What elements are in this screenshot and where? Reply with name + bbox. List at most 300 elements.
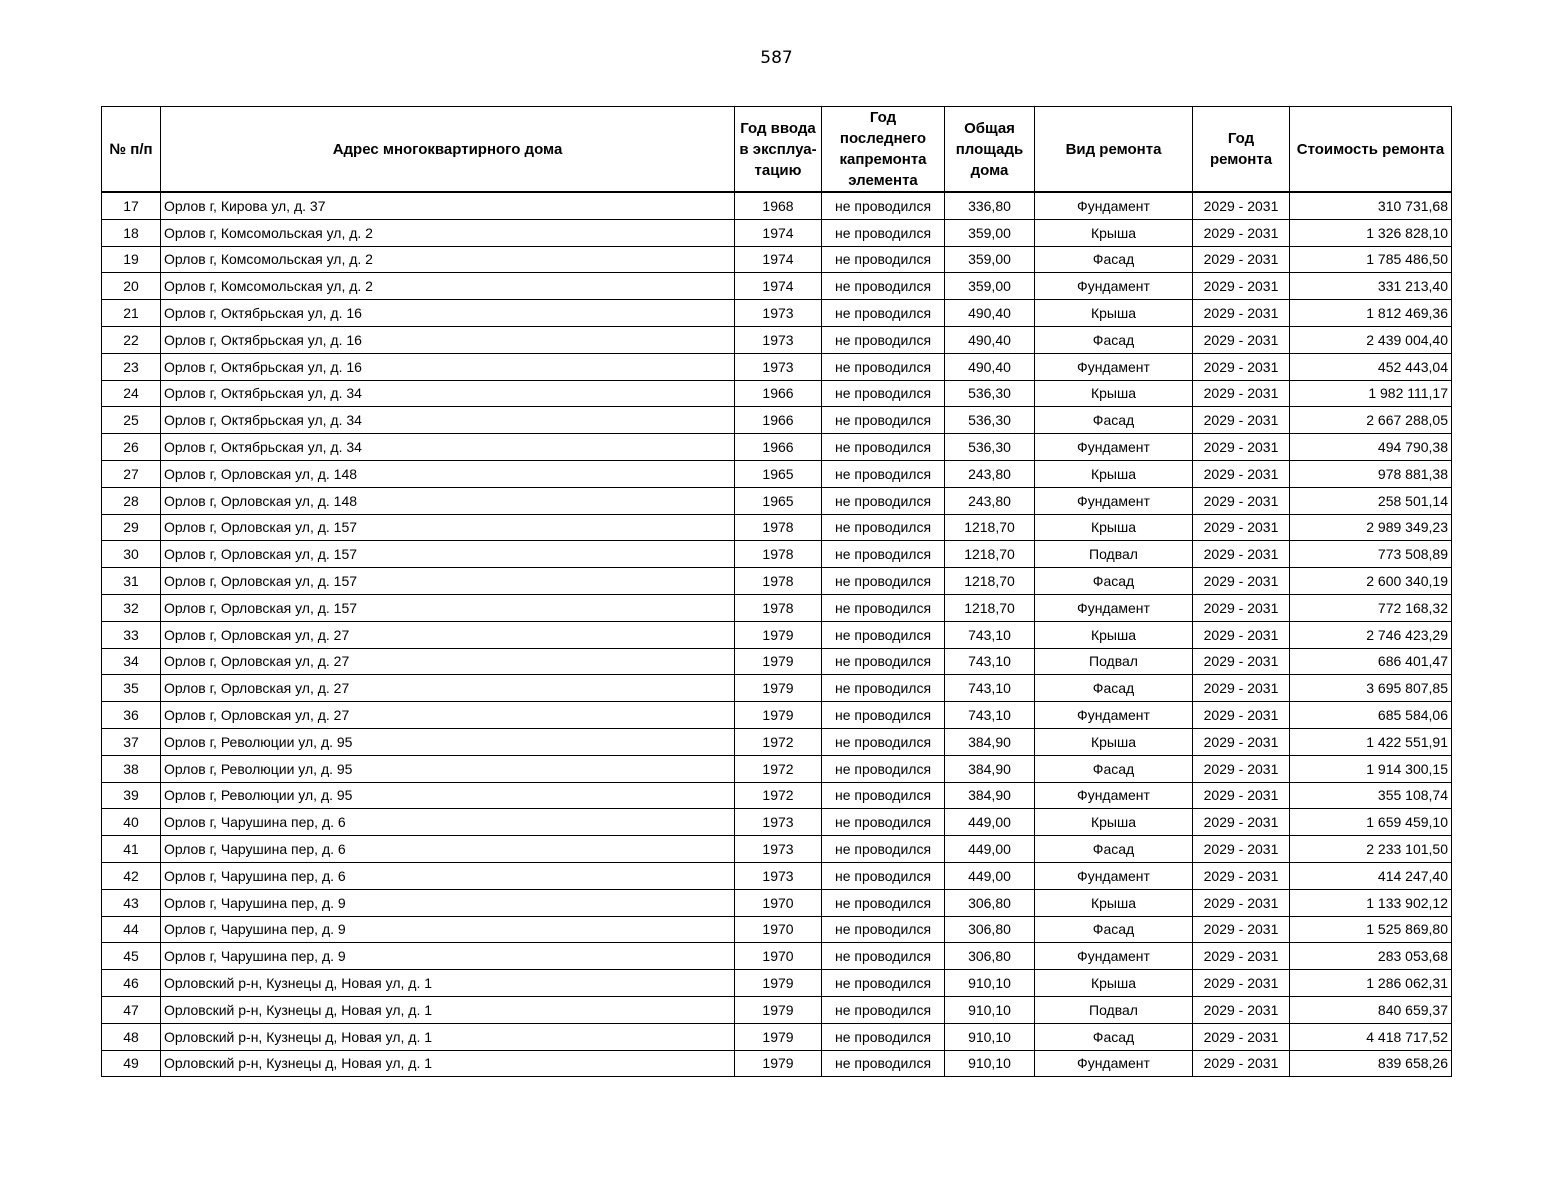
cell-commission-year: 1968	[735, 192, 822, 219]
cell-repair-type: Фасад	[1035, 407, 1193, 434]
cell-repair-type: Фундамент	[1035, 943, 1193, 970]
cell-number: 35	[102, 675, 161, 702]
cell-last-repair-year: не проводился	[822, 434, 945, 461]
cell-repair-year: 2029 - 2031	[1193, 996, 1290, 1023]
cell-number: 24	[102, 380, 161, 407]
cell-last-repair-year: не проводился	[822, 407, 945, 434]
cell-repair-type: Подвал	[1035, 996, 1193, 1023]
table-row	[102, 407, 1452, 434]
cell-total-area: 1218,70	[945, 594, 1035, 621]
cell-last-repair-year: не проводился	[822, 460, 945, 487]
cell-repair-cost: 839 658,26	[1290, 1050, 1452, 1077]
table-row	[102, 1050, 1452, 1077]
cell-repair-year: 2029 - 2031	[1193, 728, 1290, 755]
cell-total-area: 1218,70	[945, 568, 1035, 595]
table-row	[102, 782, 1452, 809]
cell-total-area: 743,10	[945, 702, 1035, 729]
cell-last-repair-year: не проводился	[822, 326, 945, 353]
table-row	[102, 568, 1452, 595]
cell-last-repair-year: не проводился	[822, 889, 945, 916]
header-repair-type: Вид ремонта	[1035, 107, 1193, 193]
cell-commission-year: 1979	[735, 621, 822, 648]
cell-repair-year: 2029 - 2031	[1193, 514, 1290, 541]
cell-repair-type: Фундамент	[1035, 353, 1193, 380]
cell-number: 30	[102, 541, 161, 568]
cell-commission-year: 1966	[735, 434, 822, 461]
cell-repair-type: Подвал	[1035, 648, 1193, 675]
cell-total-area: 359,00	[945, 219, 1035, 246]
cell-last-repair-year: не проводился	[822, 809, 945, 836]
cell-total-area: 336,80	[945, 192, 1035, 219]
cell-repair-type: Крыша	[1035, 219, 1193, 246]
table-row	[102, 514, 1452, 541]
cell-address: Орлов г, Орловская ул, д. 148	[161, 460, 735, 487]
cell-last-repair-year: не проводился	[822, 273, 945, 300]
cell-number: 31	[102, 568, 161, 595]
table-row	[102, 970, 1452, 997]
header-number: № п/п	[102, 107, 161, 193]
cell-last-repair-year: не проводился	[822, 514, 945, 541]
cell-repair-cost: 355 108,74	[1290, 782, 1452, 809]
cell-address: Орлов г, Орловская ул, д. 157	[161, 568, 735, 595]
cell-repair-year: 2029 - 2031	[1193, 380, 1290, 407]
cell-address: Орлов г, Комсомольская ул, д. 2	[161, 273, 735, 300]
cell-last-repair-year: не проводился	[822, 192, 945, 219]
cell-total-area: 1218,70	[945, 514, 1035, 541]
cell-total-area: 306,80	[945, 943, 1035, 970]
cell-address: Орлов г, Орловская ул, д. 27	[161, 621, 735, 648]
table-body	[102, 192, 1452, 1077]
cell-last-repair-year: не проводился	[822, 862, 945, 889]
cell-repair-year: 2029 - 2031	[1193, 460, 1290, 487]
cell-repair-type: Фасад	[1035, 836, 1193, 863]
cell-repair-year: 2029 - 2031	[1193, 943, 1290, 970]
cell-address: Орлов г, Орловская ул, д. 157	[161, 514, 735, 541]
cell-last-repair-year: не проводился	[822, 353, 945, 380]
cell-repair-cost: 773 508,89	[1290, 541, 1452, 568]
cell-commission-year: 1979	[735, 1050, 822, 1077]
cell-number: 37	[102, 728, 161, 755]
cell-last-repair-year: не проводился	[822, 541, 945, 568]
cell-total-area: 449,00	[945, 862, 1035, 889]
cell-last-repair-year: не проводился	[822, 996, 945, 1023]
cell-repair-type: Крыша	[1035, 380, 1193, 407]
cell-last-repair-year: не проводился	[822, 702, 945, 729]
cell-last-repair-year: не проводился	[822, 755, 945, 782]
table-row	[102, 541, 1452, 568]
cell-repair-type: Фасад	[1035, 755, 1193, 782]
table-row	[102, 836, 1452, 863]
table-row	[102, 943, 1452, 970]
cell-last-repair-year: не проводился	[822, 728, 945, 755]
cell-address: Орлов г, Орловская ул, д. 27	[161, 702, 735, 729]
cell-number: 21	[102, 300, 161, 327]
cell-repair-cost: 1 982 111,17	[1290, 380, 1452, 407]
cell-repair-year: 2029 - 2031	[1193, 326, 1290, 353]
cell-repair-year: 2029 - 2031	[1193, 889, 1290, 916]
cell-repair-type: Фасад	[1035, 568, 1193, 595]
cell-repair-type: Фасад	[1035, 675, 1193, 702]
cell-commission-year: 1979	[735, 702, 822, 729]
cell-address: Орлов г, Орловская ул, д. 27	[161, 648, 735, 675]
table-row	[102, 648, 1452, 675]
cell-commission-year: 1973	[735, 809, 822, 836]
table-row	[102, 889, 1452, 916]
cell-address: Орловский р-н, Кузнецы д, Новая ул, д. 1	[161, 970, 735, 997]
cell-number: 17	[102, 192, 161, 219]
header-commission-year: Год ввода в эксплуа-тацию	[735, 107, 822, 193]
cell-repair-type: Фундамент	[1035, 273, 1193, 300]
cell-number: 40	[102, 809, 161, 836]
cell-commission-year: 1979	[735, 648, 822, 675]
cell-commission-year: 1979	[735, 675, 822, 702]
cell-repair-cost: 258 501,14	[1290, 487, 1452, 514]
cell-number: 43	[102, 889, 161, 916]
cell-repair-year: 2029 - 2031	[1193, 621, 1290, 648]
cell-repair-cost: 2 746 423,29	[1290, 621, 1452, 648]
table-row	[102, 380, 1452, 407]
cell-repair-type: Фундамент	[1035, 487, 1193, 514]
cell-last-repair-year: не проводился	[822, 1023, 945, 1050]
cell-last-repair-year: не проводился	[822, 380, 945, 407]
cell-total-area: 743,10	[945, 675, 1035, 702]
cell-repair-year: 2029 - 2031	[1193, 809, 1290, 836]
cell-total-area: 743,10	[945, 648, 1035, 675]
table-row	[102, 809, 1452, 836]
cell-number: 47	[102, 996, 161, 1023]
cell-repair-type: Фундамент	[1035, 1050, 1193, 1077]
cell-repair-cost: 1 785 486,50	[1290, 246, 1452, 273]
cell-address: Орлов г, Октябрьская ул, д. 16	[161, 353, 735, 380]
cell-total-area: 1218,70	[945, 541, 1035, 568]
cell-repair-year: 2029 - 2031	[1193, 434, 1290, 461]
cell-last-repair-year: не проводился	[822, 487, 945, 514]
table-row	[102, 300, 1452, 327]
cell-number: 33	[102, 621, 161, 648]
table-row	[102, 916, 1452, 943]
cell-address: Орлов г, Чарушина пер, д. 9	[161, 916, 735, 943]
cell-repair-year: 2029 - 2031	[1193, 246, 1290, 273]
cell-last-repair-year: не проводился	[822, 648, 945, 675]
table-row	[102, 702, 1452, 729]
table-row	[102, 728, 1452, 755]
cell-repair-year: 2029 - 2031	[1193, 594, 1290, 621]
cell-repair-year: 2029 - 2031	[1193, 862, 1290, 889]
cell-number: 29	[102, 514, 161, 541]
cell-commission-year: 1978	[735, 514, 822, 541]
cell-commission-year: 1979	[735, 970, 822, 997]
cell-repair-cost: 1 422 551,91	[1290, 728, 1452, 755]
cell-commission-year: 1972	[735, 755, 822, 782]
cell-total-area: 910,10	[945, 1050, 1035, 1077]
cell-repair-cost: 310 731,68	[1290, 192, 1452, 219]
cell-repair-year: 2029 - 2031	[1193, 487, 1290, 514]
cell-number: 45	[102, 943, 161, 970]
cell-commission-year: 1974	[735, 219, 822, 246]
cell-commission-year: 1973	[735, 300, 822, 327]
cell-repair-cost: 1 812 469,36	[1290, 300, 1452, 327]
cell-repair-cost: 494 790,38	[1290, 434, 1452, 461]
cell-number: 41	[102, 836, 161, 863]
cell-total-area: 449,00	[945, 809, 1035, 836]
cell-number: 28	[102, 487, 161, 514]
cell-repair-year: 2029 - 2031	[1193, 755, 1290, 782]
cell-address: Орлов г, Орловская ул, д. 27	[161, 675, 735, 702]
cell-number: 32	[102, 594, 161, 621]
cell-total-area: 490,40	[945, 353, 1035, 380]
cell-number: 34	[102, 648, 161, 675]
cell-repair-cost: 685 584,06	[1290, 702, 1452, 729]
cell-repair-type: Фундамент	[1035, 782, 1193, 809]
cell-repair-year: 2029 - 2031	[1193, 541, 1290, 568]
cell-repair-cost: 331 213,40	[1290, 273, 1452, 300]
table-row	[102, 675, 1452, 702]
table-row	[102, 996, 1452, 1023]
cell-repair-year: 2029 - 2031	[1193, 702, 1290, 729]
cell-commission-year: 1966	[735, 407, 822, 434]
cell-last-repair-year: не проводился	[822, 568, 945, 595]
cell-total-area: 359,00	[945, 246, 1035, 273]
cell-repair-cost: 283 053,68	[1290, 943, 1452, 970]
cell-repair-type: Фасад	[1035, 1023, 1193, 1050]
cell-commission-year: 1978	[735, 594, 822, 621]
cell-last-repair-year: не проводился	[822, 916, 945, 943]
cell-repair-cost: 1 525 869,80	[1290, 916, 1452, 943]
cell-repair-year: 2029 - 2031	[1193, 648, 1290, 675]
cell-repair-type: Крыша	[1035, 970, 1193, 997]
cell-repair-type: Крыша	[1035, 300, 1193, 327]
cell-address: Орловский р-н, Кузнецы д, Новая ул, д. 1	[161, 1050, 735, 1077]
cell-repair-type: Фундамент	[1035, 594, 1193, 621]
cell-number: 18	[102, 219, 161, 246]
cell-commission-year: 1973	[735, 353, 822, 380]
table-row	[102, 594, 1452, 621]
cell-repair-type: Фасад	[1035, 246, 1193, 273]
header-total-area: Общая площадь дома	[945, 107, 1035, 193]
cell-last-repair-year: не проводился	[822, 1050, 945, 1077]
cell-last-repair-year: не проводился	[822, 970, 945, 997]
cell-repair-year: 2029 - 2031	[1193, 568, 1290, 595]
cell-repair-cost: 2 989 349,23	[1290, 514, 1452, 541]
cell-repair-type: Крыша	[1035, 889, 1193, 916]
header-repair-year: Год ремонта	[1193, 107, 1290, 193]
cell-commission-year: 1979	[735, 996, 822, 1023]
cell-repair-type: Крыша	[1035, 460, 1193, 487]
cell-repair-cost: 978 881,38	[1290, 460, 1452, 487]
cell-repair-cost: 2 233 101,50	[1290, 836, 1452, 863]
cell-address: Орловский р-н, Кузнецы д, Новая ул, д. 1	[161, 996, 735, 1023]
cell-repair-year: 2029 - 2031	[1193, 192, 1290, 219]
cell-last-repair-year: не проводился	[822, 782, 945, 809]
cell-number: 20	[102, 273, 161, 300]
cell-commission-year: 1979	[735, 1023, 822, 1050]
cell-repair-type: Фундамент	[1035, 862, 1193, 889]
cell-address: Орлов г, Чарушина пер, д. 6	[161, 836, 735, 863]
cell-address: Орлов г, Революции ул, д. 95	[161, 755, 735, 782]
table-row	[102, 192, 1452, 219]
cell-total-area: 490,40	[945, 300, 1035, 327]
cell-number: 39	[102, 782, 161, 809]
table-row	[102, 487, 1452, 514]
cell-number: 42	[102, 862, 161, 889]
cell-address: Орлов г, Комсомольская ул, д. 2	[161, 246, 735, 273]
cell-total-area: 449,00	[945, 836, 1035, 863]
cell-repair-type: Фундамент	[1035, 702, 1193, 729]
table-row	[102, 460, 1452, 487]
cell-total-area: 306,80	[945, 889, 1035, 916]
cell-address: Орловский р-н, Кузнецы д, Новая ул, д. 1	[161, 1023, 735, 1050]
cell-repair-cost: 452 443,04	[1290, 353, 1452, 380]
cell-number: 46	[102, 970, 161, 997]
cell-repair-year: 2029 - 2031	[1193, 836, 1290, 863]
cell-commission-year: 1974	[735, 246, 822, 273]
cell-repair-year: 2029 - 2031	[1193, 219, 1290, 246]
cell-repair-type: Фундамент	[1035, 192, 1193, 219]
table-row	[102, 326, 1452, 353]
cell-commission-year: 1972	[735, 728, 822, 755]
header-address: Адрес многоквартирного дома	[161, 107, 735, 193]
cell-last-repair-year: не проводился	[822, 621, 945, 648]
cell-number: 25	[102, 407, 161, 434]
table-row	[102, 1023, 1452, 1050]
cell-commission-year: 1970	[735, 916, 822, 943]
cell-commission-year: 1978	[735, 541, 822, 568]
cell-total-area: 910,10	[945, 996, 1035, 1023]
cell-repair-cost: 414 247,40	[1290, 862, 1452, 889]
cell-total-area: 306,80	[945, 916, 1035, 943]
cell-number: 22	[102, 326, 161, 353]
table-row	[102, 353, 1452, 380]
cell-total-area: 536,30	[945, 434, 1035, 461]
cell-address: Орлов г, Октябрьская ул, д. 16	[161, 326, 735, 353]
cell-commission-year: 1973	[735, 836, 822, 863]
cell-address: Орлов г, Чарушина пер, д. 6	[161, 862, 735, 889]
table-row	[102, 434, 1452, 461]
cell-total-area: 743,10	[945, 621, 1035, 648]
cell-commission-year: 1973	[735, 862, 822, 889]
table-row	[102, 219, 1452, 246]
cell-number: 36	[102, 702, 161, 729]
cell-repair-year: 2029 - 2031	[1193, 1050, 1290, 1077]
cell-number: 19	[102, 246, 161, 273]
cell-repair-type: Крыша	[1035, 621, 1193, 648]
header-last-repair-year: Год последнего капремонта элемента	[822, 107, 945, 193]
cell-last-repair-year: не проводился	[822, 943, 945, 970]
cell-repair-cost: 840 659,37	[1290, 996, 1452, 1023]
cell-total-area: 536,30	[945, 407, 1035, 434]
cell-address: Орлов г, Чарушина пер, д. 6	[161, 809, 735, 836]
cell-repair-type: Крыша	[1035, 514, 1193, 541]
cell-repair-year: 2029 - 2031	[1193, 273, 1290, 300]
cell-number: 23	[102, 353, 161, 380]
cell-address: Орлов г, Октябрьская ул, д. 34	[161, 380, 735, 407]
cell-number: 49	[102, 1050, 161, 1077]
cell-repair-cost: 4 418 717,52	[1290, 1023, 1452, 1050]
cell-repair-cost: 1 914 300,15	[1290, 755, 1452, 782]
cell-commission-year: 1970	[735, 889, 822, 916]
cell-last-repair-year: не проводился	[822, 246, 945, 273]
cell-repair-cost: 1 133 902,12	[1290, 889, 1452, 916]
cell-address: Орлов г, Революции ул, д. 95	[161, 728, 735, 755]
cell-total-area: 359,00	[945, 273, 1035, 300]
cell-repair-year: 2029 - 2031	[1193, 407, 1290, 434]
cell-address: Орлов г, Октябрьская ул, д. 34	[161, 434, 735, 461]
cell-repair-type: Подвал	[1035, 541, 1193, 568]
cell-total-area: 384,90	[945, 782, 1035, 809]
cell-repair-year: 2029 - 2031	[1193, 353, 1290, 380]
table-row	[102, 621, 1452, 648]
cell-repair-year: 2029 - 2031	[1193, 970, 1290, 997]
cell-repair-type: Фасад	[1035, 326, 1193, 353]
cell-repair-type: Крыша	[1035, 809, 1193, 836]
cell-last-repair-year: не проводился	[822, 675, 945, 702]
cell-commission-year: 1965	[735, 487, 822, 514]
cell-number: 26	[102, 434, 161, 461]
cell-total-area: 490,40	[945, 326, 1035, 353]
table-row	[102, 273, 1452, 300]
cell-address: Орлов г, Октябрьская ул, д. 16	[161, 300, 735, 327]
cell-commission-year: 1973	[735, 326, 822, 353]
repair-schedule-table	[101, 106, 1452, 1077]
table-row	[102, 246, 1452, 273]
cell-repair-type: Фасад	[1035, 916, 1193, 943]
cell-repair-cost: 2 439 004,40	[1290, 326, 1452, 353]
cell-address: Орлов г, Чарушина пер, д. 9	[161, 943, 735, 970]
cell-repair-year: 2029 - 2031	[1193, 300, 1290, 327]
cell-repair-cost: 2 667 288,05	[1290, 407, 1452, 434]
cell-last-repair-year: не проводился	[822, 219, 945, 246]
cell-repair-cost: 686 401,47	[1290, 648, 1452, 675]
cell-repair-year: 2029 - 2031	[1193, 782, 1290, 809]
cell-number: 27	[102, 460, 161, 487]
cell-number: 44	[102, 916, 161, 943]
cell-address: Орлов г, Кирова ул, д. 37	[161, 192, 735, 219]
cell-address: Орлов г, Орловская ул, д. 157	[161, 594, 735, 621]
table-row	[102, 755, 1452, 782]
cell-address: Орлов г, Орловская ул, д. 157	[161, 541, 735, 568]
cell-address: Орлов г, Орловская ул, д. 148	[161, 487, 735, 514]
cell-commission-year: 1965	[735, 460, 822, 487]
cell-repair-cost: 3 695 807,85	[1290, 675, 1452, 702]
cell-repair-cost: 1 326 828,10	[1290, 219, 1452, 246]
cell-total-area: 243,80	[945, 460, 1035, 487]
cell-total-area: 536,30	[945, 380, 1035, 407]
cell-last-repair-year: не проводился	[822, 594, 945, 621]
cell-commission-year: 1974	[735, 273, 822, 300]
cell-repair-cost: 1 286 062,31	[1290, 970, 1452, 997]
cell-last-repair-year: не проводился	[822, 836, 945, 863]
cell-last-repair-year: не проводился	[822, 300, 945, 327]
cell-repair-year: 2029 - 2031	[1193, 1023, 1290, 1050]
cell-commission-year: 1972	[735, 782, 822, 809]
cell-commission-year: 1966	[735, 380, 822, 407]
cell-number: 48	[102, 1023, 161, 1050]
cell-repair-year: 2029 - 2031	[1193, 916, 1290, 943]
cell-total-area: 384,90	[945, 728, 1035, 755]
cell-repair-cost: 1 659 459,10	[1290, 809, 1452, 836]
cell-total-area: 910,10	[945, 970, 1035, 997]
cell-address: Орлов г, Октябрьская ул, д. 34	[161, 407, 735, 434]
page-number: 587	[760, 48, 793, 68]
cell-address: Орлов г, Революции ул, д. 95	[161, 782, 735, 809]
cell-repair-type: Фундамент	[1035, 434, 1193, 461]
cell-address: Орлов г, Чарушина пер, д. 9	[161, 889, 735, 916]
cell-commission-year: 1978	[735, 568, 822, 595]
cell-total-area: 384,90	[945, 755, 1035, 782]
cell-address: Орлов г, Комсомольская ул, д. 2	[161, 219, 735, 246]
cell-repair-cost: 2 600 340,19	[1290, 568, 1452, 595]
cell-commission-year: 1970	[735, 943, 822, 970]
